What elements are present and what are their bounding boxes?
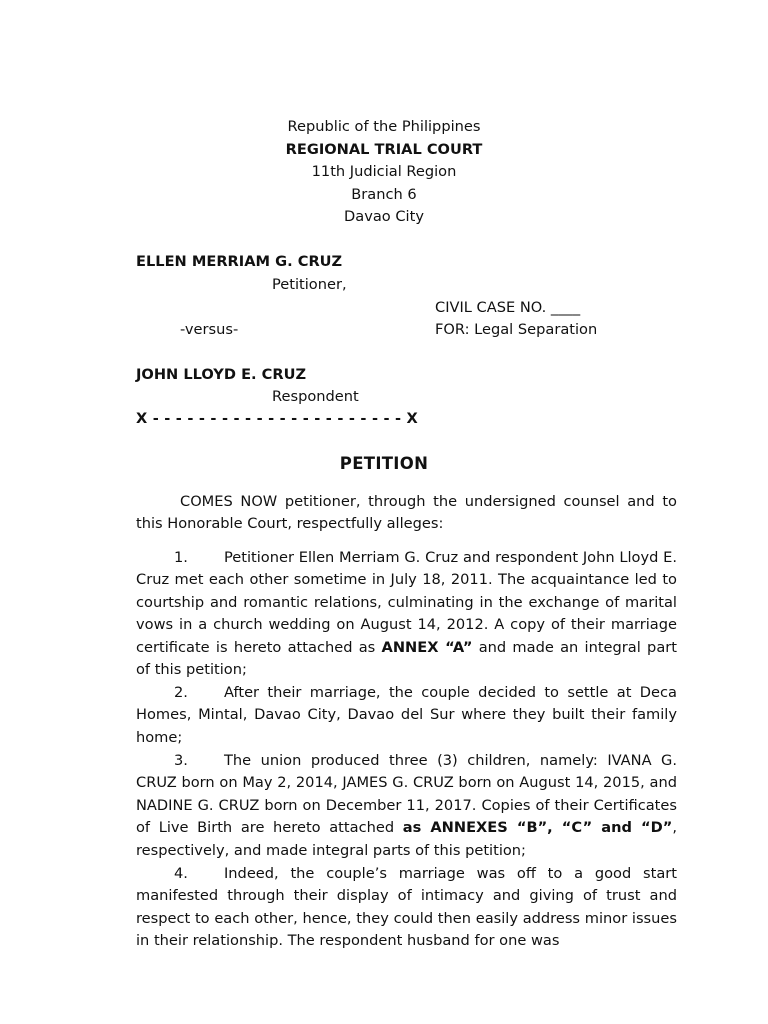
- annex-reference: ANNEX “A”: [381, 638, 473, 656]
- paragraph-text: Indeed, the couple’s marriage was off to a good start manifested through their display of intimacy and giving of trust and respect to each other, hence, they could then easily address minor issues in their relationship. The respondent husband for one was: [136, 865, 677, 950]
- paragraph-text: Petitioner Ellen Merriam G. Cruz and respondent John Lloyd E. Cruz met each other sometime in July 18, 2011. The acquaintance led to courtship and romantic relations, culminating in the exchange of marital vows in a church wedding on August 14, 2012. A copy of their marriage certificate is hereto attached as: [136, 549, 677, 656]
- versus-label: -versus-: [180, 321, 239, 338]
- paragraph-number: 3.: [174, 752, 188, 769]
- case-nature: FOR: Legal Separation: [435, 321, 598, 338]
- allegation-paragraph-2: [136, 682, 677, 749]
- paragraph-number: 2.: [174, 684, 188, 701]
- allegation-paragraph-4: [136, 863, 677, 953]
- caption-branch: Branch 6: [351, 186, 417, 203]
- annex-reference: as ANNEXES “B”, “C” and “D”: [402, 819, 673, 837]
- allegation-paragraph-1: [136, 547, 677, 681]
- paragraph-text: The union produced three (3) children, namely: IVANA G. CRUZ born on May 2, 2014, JAMES G. CRUZ born on August 14, 2015, and NADINE G. CRUZ born on December 11, 2017. Copies of their Certificates of Live Birth are hereto attached: [136, 752, 677, 837]
- petitioner-name: ELLEN MERRIAM G. CRUZ: [136, 253, 343, 270]
- caption-city: Davao City: [344, 208, 424, 225]
- paragraph-text: After their marriage, the couple decided to settle at Deca Homes, Mintal, Davao City, Davao del Sur where they built their family home;: [136, 684, 677, 746]
- paragraph-number: 1.: [174, 549, 188, 566]
- allegation-paragraph-3: [136, 750, 677, 862]
- paragraph-number: 4.: [174, 865, 188, 882]
- petitioner-role: Petitioner,: [272, 276, 347, 293]
- caption-court: REGIONAL TRIAL COURT: [285, 141, 483, 158]
- document-title: PETITION: [339, 454, 429, 473]
- respondent-name: JOHN LLOYD E. CRUZ: [136, 366, 307, 383]
- respondent-role: Respondent: [272, 388, 359, 405]
- intro-paragraph: [136, 491, 677, 536]
- caption-separator: X - - - - - - - - - - - - - - - - - - - - - - X: [136, 410, 419, 427]
- intro-text: COMES NOW petitioner, through the undersigned counsel and to this Honorable Court, respectfully alleges:: [136, 493, 677, 533]
- paragraph-text-end: and made an integral part of this petition;: [136, 638, 677, 679]
- civil-case-number: CIVIL CASE NO. ____: [435, 299, 581, 316]
- paragraph-text-end: , respectively, and made integral parts of this petition;: [136, 819, 677, 859]
- caption-region: 11th Judicial Region: [311, 163, 457, 180]
- caption-republic: Republic of the Philippines: [287, 118, 481, 135]
